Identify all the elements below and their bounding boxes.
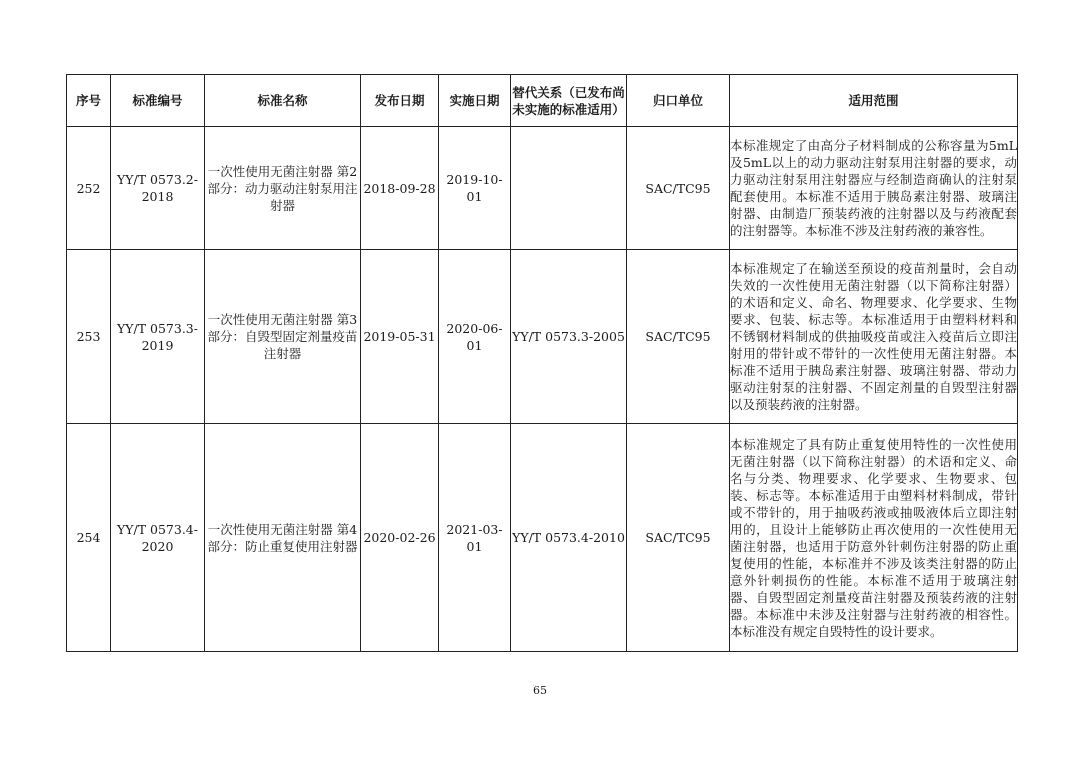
header-seq: 序号 [67,75,111,127]
scope-text: 本标准规定了由高分子材料制成的公称容量为5mL及5mL以上的动力驱动注射泵用注射器的要求，动力驱动注射泵用注射器应与经制造商确认的注射泵配套使用。本标准不适用于胰岛素注射器、玻璃注射器、由制造厂预装药液的注射器以及与药液配套的注射器等。本标准不涉及注射药液的兼容性。 [730,138,1017,238]
cell-unit: SAC/TC95 [627,424,730,652]
cell-name: 一次性使用无菌注射器 第4部分：防止重复使用注射器 [205,424,361,652]
header-name: 标准名称 [205,75,361,127]
cell-code: YY/T 0573.3-2019 [111,250,205,424]
cell-name: 一次性使用无菌注射器 第2部分：动力驱动注射泵用注射器 [205,127,361,250]
cell-implement: 2019-10-01 [439,127,511,250]
page-number: 65 [533,684,547,697]
table-row [67,250,1018,424]
cell-code: YY/T 0573.4-2020 [111,424,205,652]
header-scope: 适用范围 [730,75,1018,127]
cell-scope [730,127,1018,250]
cell-seq: 253 [67,250,111,424]
cell-unit: SAC/TC95 [627,250,730,424]
cell-name: 一次性使用无菌注射器 第3部分：自毁型固定剂量疫苗注射器 [205,250,361,424]
header-code: 标准编号 [111,75,205,127]
header-row [67,75,1018,127]
table-row [67,424,1018,652]
cell-scope [730,424,1018,652]
cell-publish: 2018-09-28 [361,127,439,250]
cell-code: YY/T 0573.2-2018 [111,127,205,250]
cell-seq: 254 [67,424,111,652]
header-replace: 替代关系（已发布尚未实施的标准适用） [511,75,627,127]
header-implement: 实施日期 [439,75,511,127]
cell-implement: 2021-03-01 [439,424,511,652]
scope-text: 本标准规定了在输送至预设的疫苗剂量时，会自动失效的一次性使用无菌注射器（以下简称注射器）的术语和定义、命名、物理要求、化学要求、生物要求、包装、标志等。本标准适用于由塑料材料和不锈钢材料制成的供抽吸疫苗或注入疫苗后立即注射用的带针或不带针的一次性使用无菌注射器。本标准不适用于胰岛素注射器、玻璃注射器、带动力驱动注射泵的注射器、不固定剂量的自毁型注射器以及预装药液的注射器。 [730,261,1017,412]
cell-seq: 252 [67,127,111,250]
cell-unit: SAC/TC95 [627,127,730,250]
cell-replace [511,127,627,250]
cell-scope [730,250,1018,424]
table-row [67,127,1018,250]
cell-publish: 2019-05-31 [361,250,439,424]
header-unit: 归口单位 [627,75,730,127]
scope-text: 本标准规定了具有防止重复使用特性的一次性使用无菌注射器（以下简称注射器）的术语和定义、命名与分类、物理要求、化学要求、生物要求、包装、标志等。本标准适用于由塑料材料制成，带针或不带针的，用于抽吸药液或抽吸液体后立即注射用的，且设计上能够防止再次使用的一次性使用无菌注射器，也适用于防意外针刺伤注射器的防止重复使用的性能，本标准并不涉及该类注射器的防止意外针刺损伤的性能。本标准不适用于玻璃注射器、自毁型固定剂量疫苗注射器及预装药液的注射器。本标准中未涉及注射器与注射药液的相容性。本标准没有规定自毁特性的设计要求。 [730,436,1017,639]
cell-replace: YY/T 0573.4-2010 [511,424,627,652]
cell-replace: YY/T 0573.3-2005 [511,250,627,424]
standards-table [66,74,1018,652]
cell-publish: 2020-02-26 [361,424,439,652]
header-publish: 发布日期 [361,75,439,127]
cell-implement: 2020-06-01 [439,250,511,424]
